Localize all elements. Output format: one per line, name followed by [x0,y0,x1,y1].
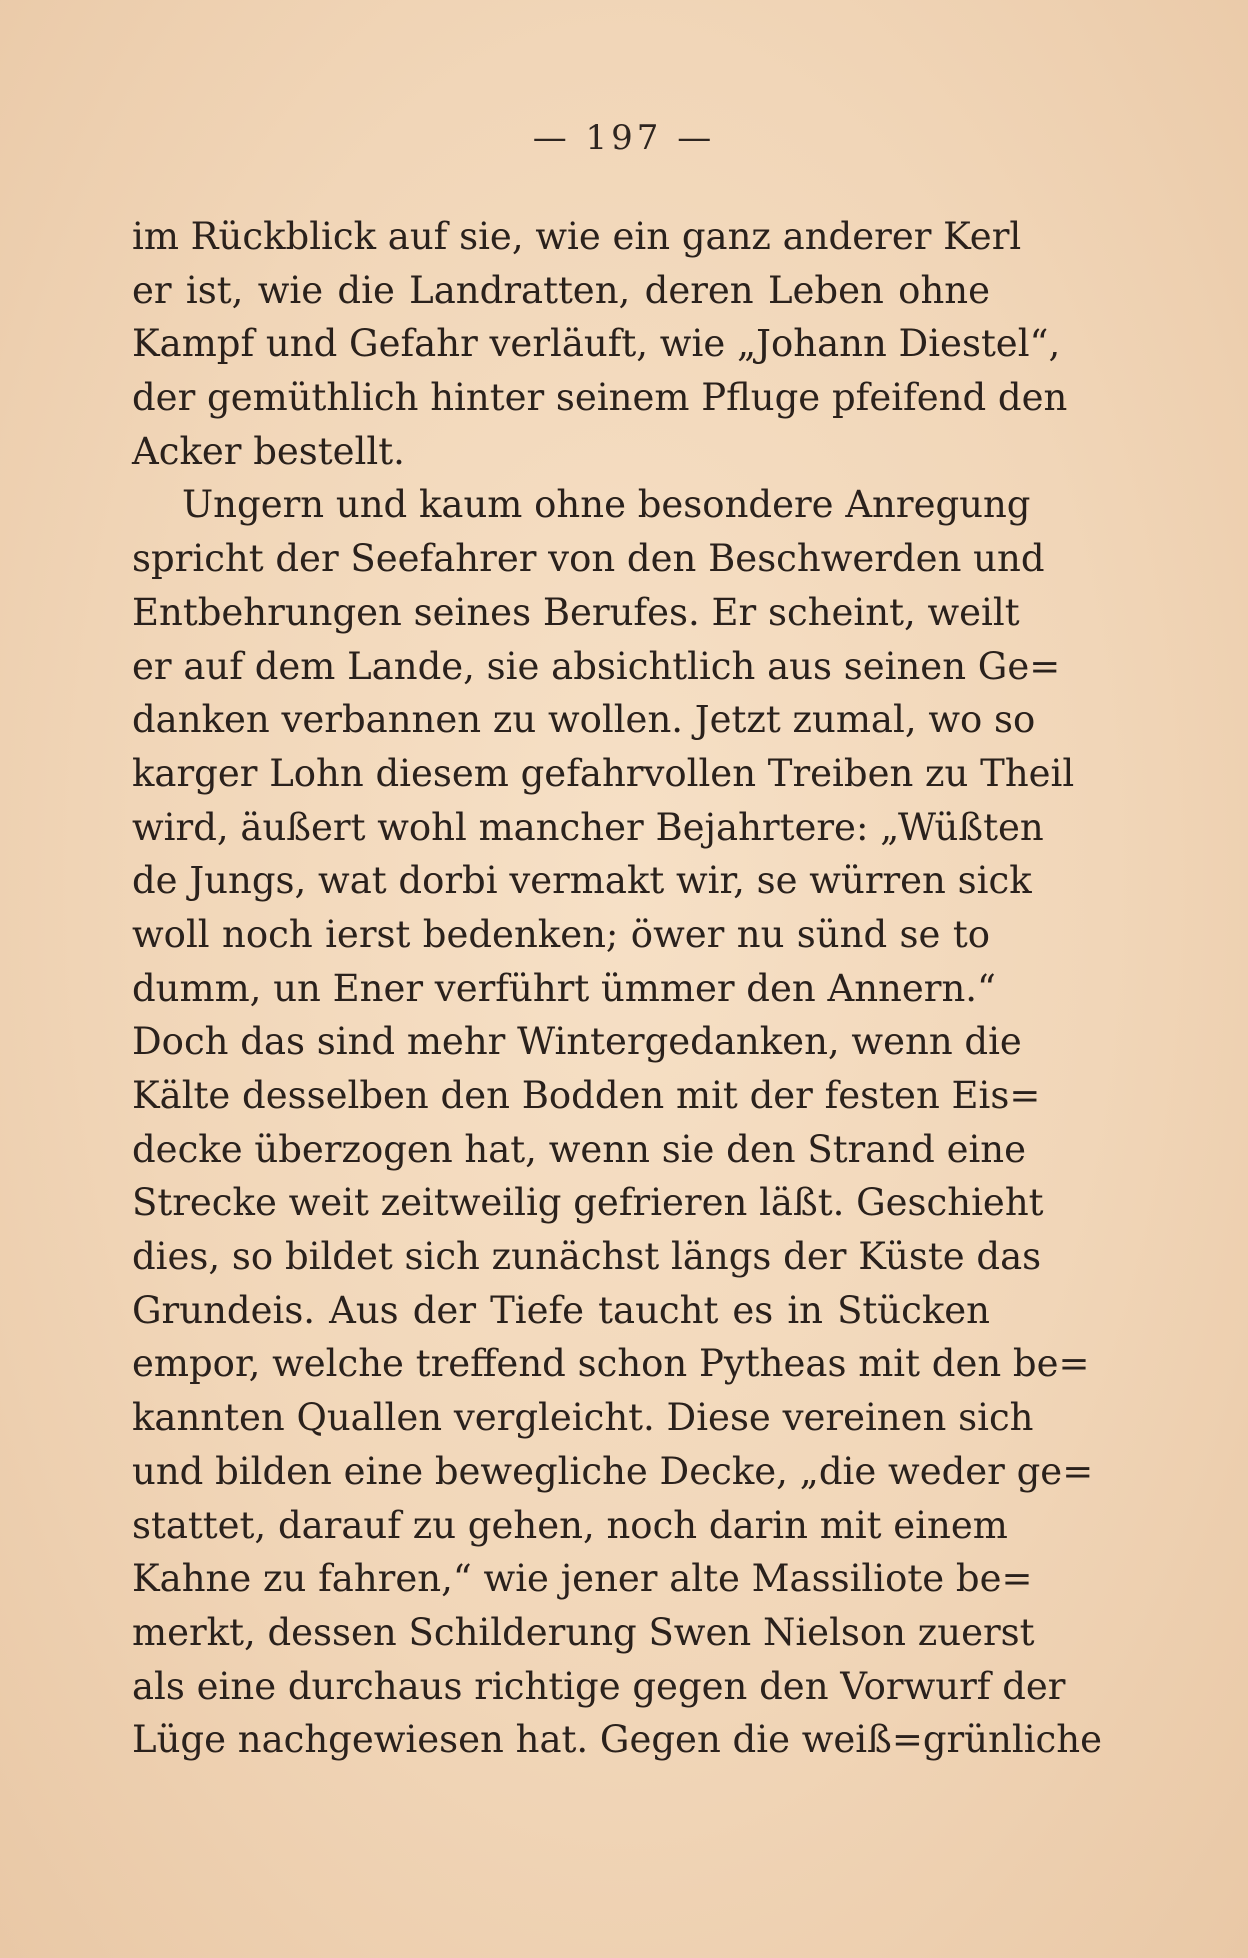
text-line: dumm, un Ener verführt ümmer den Annern.“ [132,966,996,1010]
text-line: decke überzogen hat, wenn sie den Strand eine [132,1127,1027,1171]
text-line: Lüge nachgewiesen hat. Gegen die weiß=grünliche [132,1718,1102,1762]
text-line: merkt, dessen Schilderung Swen Nielson zuerst [132,1610,1035,1654]
text-line: Ungern und kaum ohne besondere Anregung [182,483,1031,527]
text-line: der gemüthlich hinter seinem Pfluge pfeifend den [132,376,1068,420]
text-line: Strecke weit zeitweilig gefrieren läßt. Geschieht [132,1181,1044,1225]
text-line: Entbehrungen seines Berufes. Er scheint, weilt [132,590,1020,634]
text-line: als eine durchaus richtige gegen den Vorwurf der [132,1664,1066,1708]
page-number: — 197 — [532,118,716,158]
text-line: karger Lohn diesem gefahrvollen Treiben zu Theil [132,751,1075,795]
text-line: spricht der Seefahrer von den Beschwerden und [132,537,1045,581]
text-line: Doch das sind mehr Wintergedanken, wenn die [132,1020,1022,1064]
text-line: er auf dem Lande, sie absichtlich aus seinen Ge= [132,644,1061,688]
text-line: Grundeis. Aus der Tiefe taucht es in Stücken [132,1288,990,1332]
text-line: stattet, darauf zu gehen, noch darin mit einem [132,1503,1008,1547]
text-line: empor, welche treffend schon Pytheas mit den be= [132,1342,1090,1386]
text-line: de Jungs, wat dorbi vermakt wir, se würren sick [132,859,1032,903]
body-text [132,210,1102,1767]
text-line: er ist, wie die Landratten, deren Leben ohne [132,268,990,312]
text-line: danken verbannen zu wollen. Jetzt zumal, wo so [132,698,1036,742]
text-line: Kampf und Gefahr verläuft, wie „Johann Diestel“, [132,322,1061,366]
text-line: im Rückblick auf sie, wie ein ganz anderer Kerl [132,215,1022,258]
text-line: woll noch ierst bedenken; öwer nu sünd se to [132,912,990,956]
text-line: Kälte desselben den Bodden mit der festen Eis= [132,1074,1041,1117]
text-line: wird, äußert wohl mancher Bejahrtere: „Wüßten [132,805,1044,849]
text-line: Acker bestellt. [132,429,405,473]
text-line: dies, so bildet sich zunächst längs der Küste das [132,1235,1042,1279]
text-line: Kahne zu fahren,“ wie jener alte Massiliote be= [132,1557,1033,1601]
text-line: und bilden eine bewegliche Decke, „die weder ge= [132,1449,1094,1493]
text-line: kannten Quallen vergleicht. Diese vereinen sich [132,1396,1034,1440]
